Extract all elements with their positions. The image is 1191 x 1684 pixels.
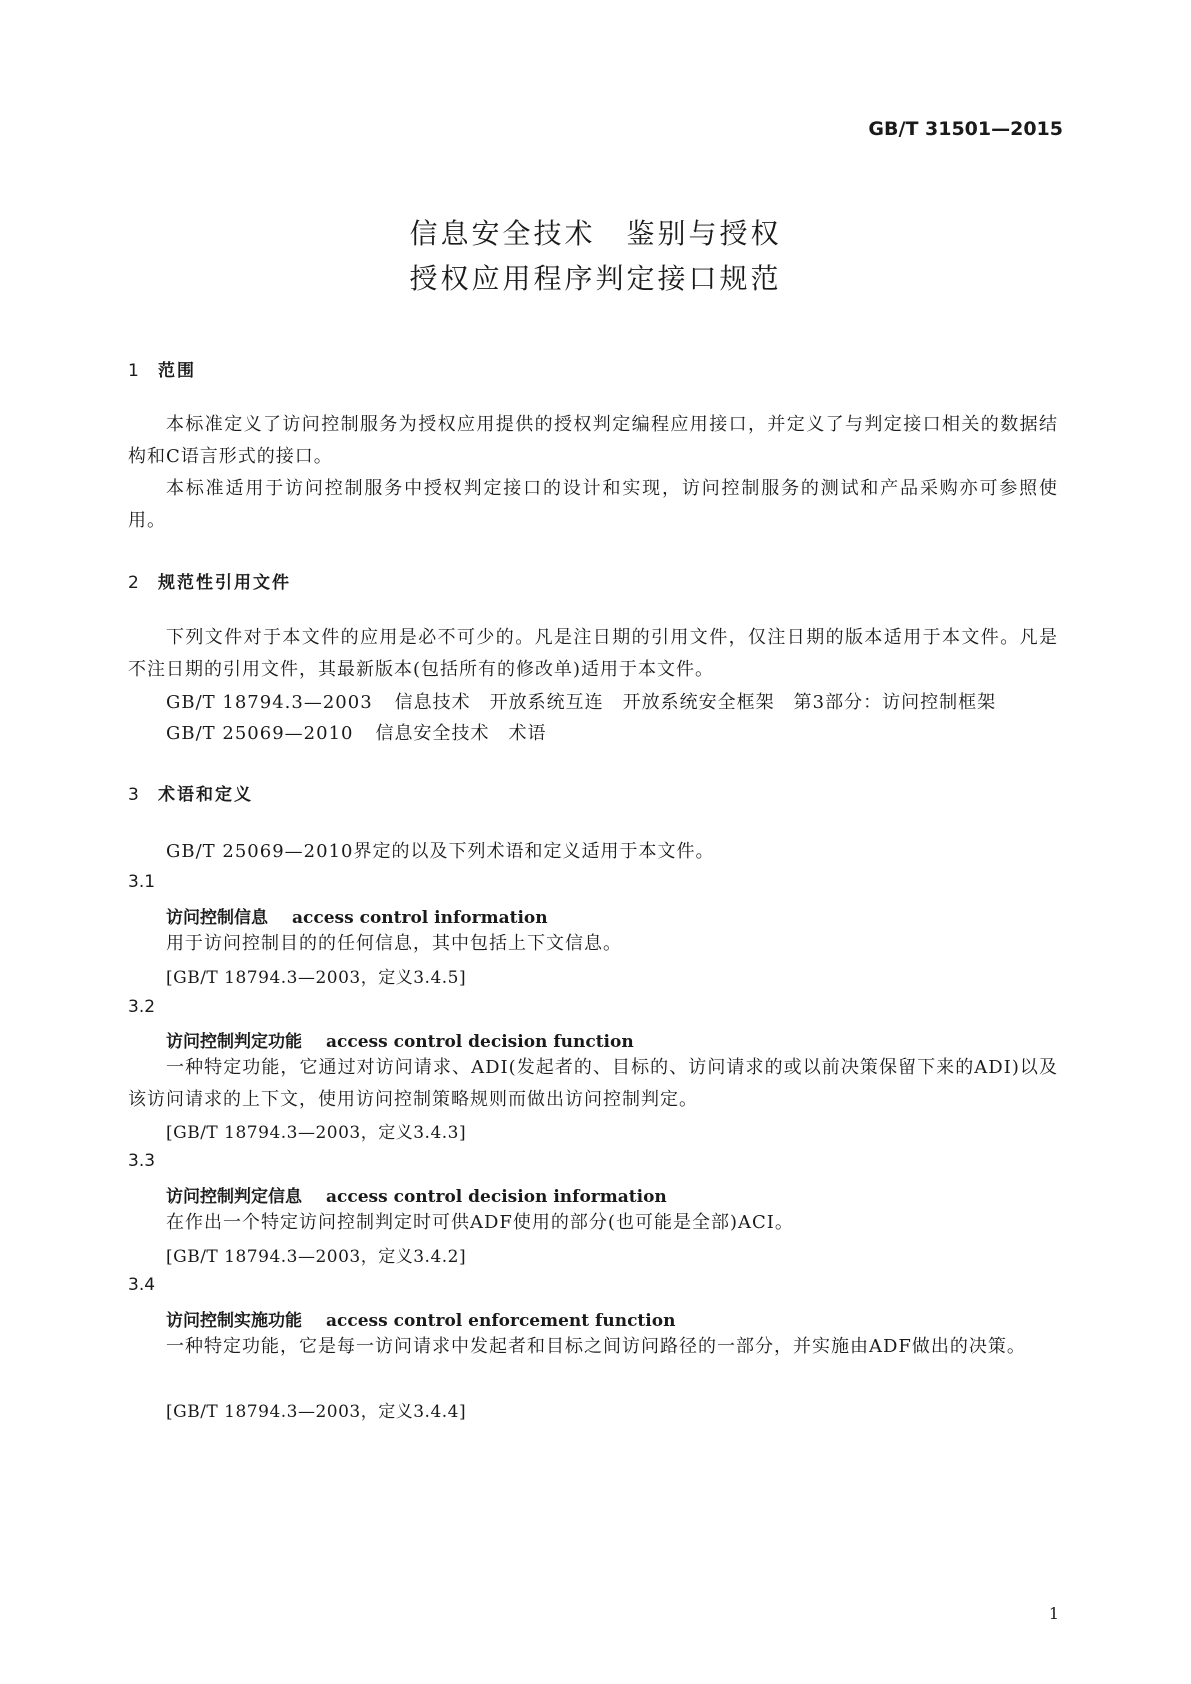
standard-code: GB/T 31501—2015	[868, 118, 1063, 140]
term-heading	[166, 903, 548, 928]
section-3-heading	[128, 780, 253, 805]
normative-reference	[166, 688, 1018, 714]
reference-code: GB/T 18794.3—2003	[166, 692, 373, 713]
term-number: 3.1	[128, 872, 156, 892]
term-source: [GB/T 18794.3—2003，定义3.4.5]	[166, 968, 467, 988]
term-en: access control information	[292, 908, 548, 928]
reference-title: 信息技术 开放系统互连 开放系统安全框架 第3部分：访问控制框架	[394, 692, 997, 713]
term-number: 3.2	[128, 997, 156, 1017]
term-zh: 访问控制判定功能	[166, 1032, 302, 1052]
section-number: 3	[128, 785, 141, 805]
term-en: access control enforcement function	[326, 1311, 676, 1331]
term-number: 3.3	[128, 1151, 156, 1171]
term-source: [GB/T 18794.3—2003，定义3.4.2]	[166, 1247, 467, 1267]
reference-title: 信息安全技术 术语	[375, 723, 547, 744]
normative-intro: 下列文件对于本文件的应用是必不可少的。凡是注日期的引用文件，仅注日期的版本适用于本文件。凡是不注日期的引用文件，其最新版本(包括所有的修改单)适用于本文件。	[128, 627, 1058, 680]
scope-paragraph-2: 本标准适用于访问控制服务中授权判定接口的设计和实现，访问控制服务的测试和产品采购亦可参照使用。	[128, 478, 1058, 531]
term-number: 3.4	[128, 1275, 156, 1295]
term-en: access control decision information	[326, 1187, 667, 1207]
term-definition: 用于访问控制目的的任何信息，其中包括上下文信息。	[166, 933, 622, 954]
section-1-heading	[128, 356, 196, 381]
section-title: 范围	[158, 361, 196, 381]
section-title: 规范性引用文件	[158, 573, 291, 593]
terms-intro: GB/T 25069—2010界定的以及下列术语和定义适用于本文件。	[166, 841, 715, 862]
term-heading	[166, 1306, 675, 1331]
term-definition: 一种特定功能，它通过对访问请求、ADI(发起者的、目标的、访问请求的或以前决策保留下来的ADI)以及该访问请求的上下文，使用访问控制策略规则而做出访问控制判定。	[128, 1057, 1058, 1110]
document-title-line1: 信息安全技术 鉴别与授权	[409, 217, 782, 250]
section-title: 术语和定义	[158, 785, 253, 805]
term-definition: 在作出一个特定访问控制判定时可供ADF使用的部分(也可能是全部)ACI。	[166, 1212, 794, 1233]
term-zh: 访问控制判定信息	[166, 1187, 302, 1207]
term-heading	[166, 1182, 667, 1207]
term-definition: 一种特定功能，它是每一访问请求中发起者和目标之间访问路径的一部分，并实施由ADF做出的决策。	[166, 1336, 1026, 1357]
term-source: [GB/T 18794.3—2003，定义3.4.3]	[166, 1123, 467, 1143]
term-zh: 访问控制信息	[166, 908, 268, 928]
section-2-heading	[128, 568, 291, 593]
term-en: access control decision function	[326, 1032, 634, 1052]
term-source: [GB/T 18794.3—2003，定义3.4.4]	[166, 1402, 467, 1422]
term-heading	[166, 1027, 634, 1052]
term-zh: 访问控制实施功能	[166, 1311, 302, 1331]
page-number: 1	[1048, 1604, 1059, 1623]
section-number: 1	[128, 361, 141, 381]
scope-paragraph-1: 本标准定义了访问控制服务为授权应用提供的授权判定编程应用接口，并定义了与判定接口相关的数据结构和C语言形式的接口。	[128, 414, 1058, 467]
reference-code: GB/T 25069—2010	[166, 723, 354, 744]
document-title-line2: 授权应用程序判定接口规范	[409, 262, 782, 295]
normative-reference	[166, 719, 568, 745]
section-number: 2	[128, 573, 141, 593]
